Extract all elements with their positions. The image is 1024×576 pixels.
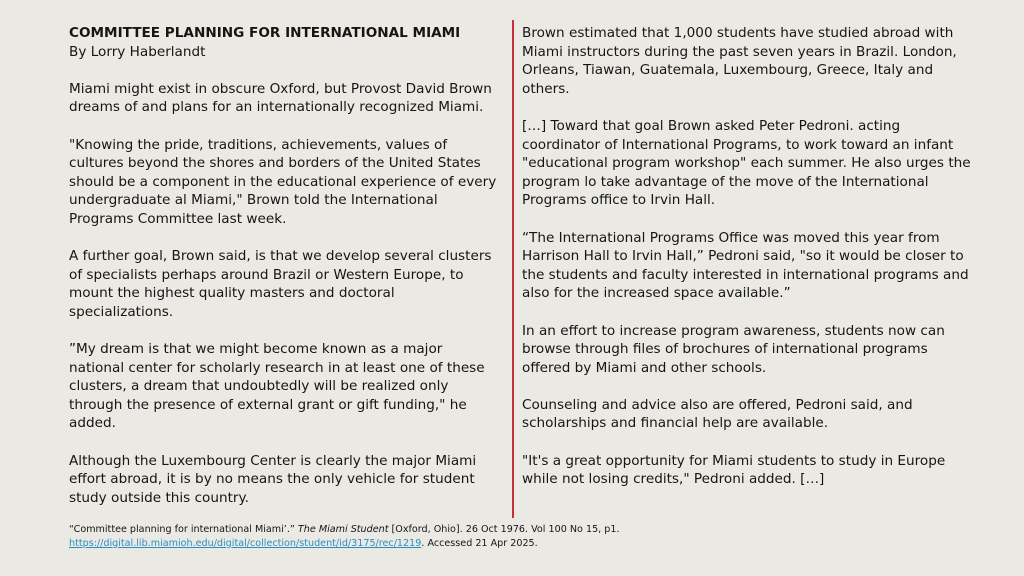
paragraph: "Knowing the pride, traditions, achievements, values of cultures beyond the shores and borders of the United States should be a component in the educational experience of every undergraduate al Miami," Brown told the International Programs Committee last week. [69,136,497,227]
paragraph: Although the Luxembourg Center is clearly the major Miami effort abroad, it is by no means the only vehicle for student study outside this country. [69,452,477,506]
citation-publication: The Miami Student [297,524,389,535]
paragraph: Counseling and advice also are offered, Pedroni said, and scholarships and financial help are available. [522,396,913,432]
article-title: COMMITTEE PLANNING FOR INTERNATIONAL MIAMI [69,25,461,41]
paragraph: […] Toward that goal Brown asked Peter Pedroni. acting coordinator of International Programs, to work toward an infant "educational program workshop" each summer. He also urges the program lo take advantage of the move of the International Programs office to Irvin Hall. [522,117,971,209]
right-column [522,24,972,507]
column-divider [512,20,514,518]
paragraph: In an effort to increase program awareness, students now can browse through files of brochures of international programs offered by Miami and other schools. [522,322,945,376]
left-column [69,24,501,526]
article-byline: By Lorry Haberlandt [69,43,206,60]
citation-details: [Oxford, Ohio]. 26 Oct 1976. Vol 100 No 15, p1. [388,524,620,535]
paragraph: “The International Programs Office was moved this year from Harrison Hall to Irvin Hall,” Pedroni said, "so it would be closer to the students and faculty interested in international programs and also for the increased space available.” [522,229,969,302]
citation-prefix: “Committee planning for international Miami’.” [69,524,298,535]
paragraph: Brown estimated that 1,000 students have studied abroad with Miami instructors during the past seven years in Brazil. London, Orleans, Tiawan, Guatemala, Luxembourg, Greece, Italy and others. [522,25,957,97]
paragraph: A further goal, Brown said, is that we develop several clusters of specialists perhaps around Brazil or Western Europe, to mount the highest quality masters and doctoral specializations. [69,248,492,320]
citation-suffix: . Accessed 21 Apr 2025. [421,537,538,549]
paragraph: ”My dream is that we might become known as a major national center for scholarly research in at least one of these clusters, a dream that undoubtedly will be realized only through the presence of external grant or gift funding," he added. [69,341,485,432]
paragraph: Miami might exist in obscure Oxford, but Provost David Brown dreams of and plans for an internationally recognized Miami. [69,80,492,116]
citation-link[interactable]: https://digital.lib.miamioh.edu/digital/collection/student/id/3175/rec/1219 [69,537,422,549]
citation [69,523,949,550]
paragraph: "It's a great opportunity for Miami students to study in Europe while not losing credits," Pedroni added. […] [522,452,946,488]
